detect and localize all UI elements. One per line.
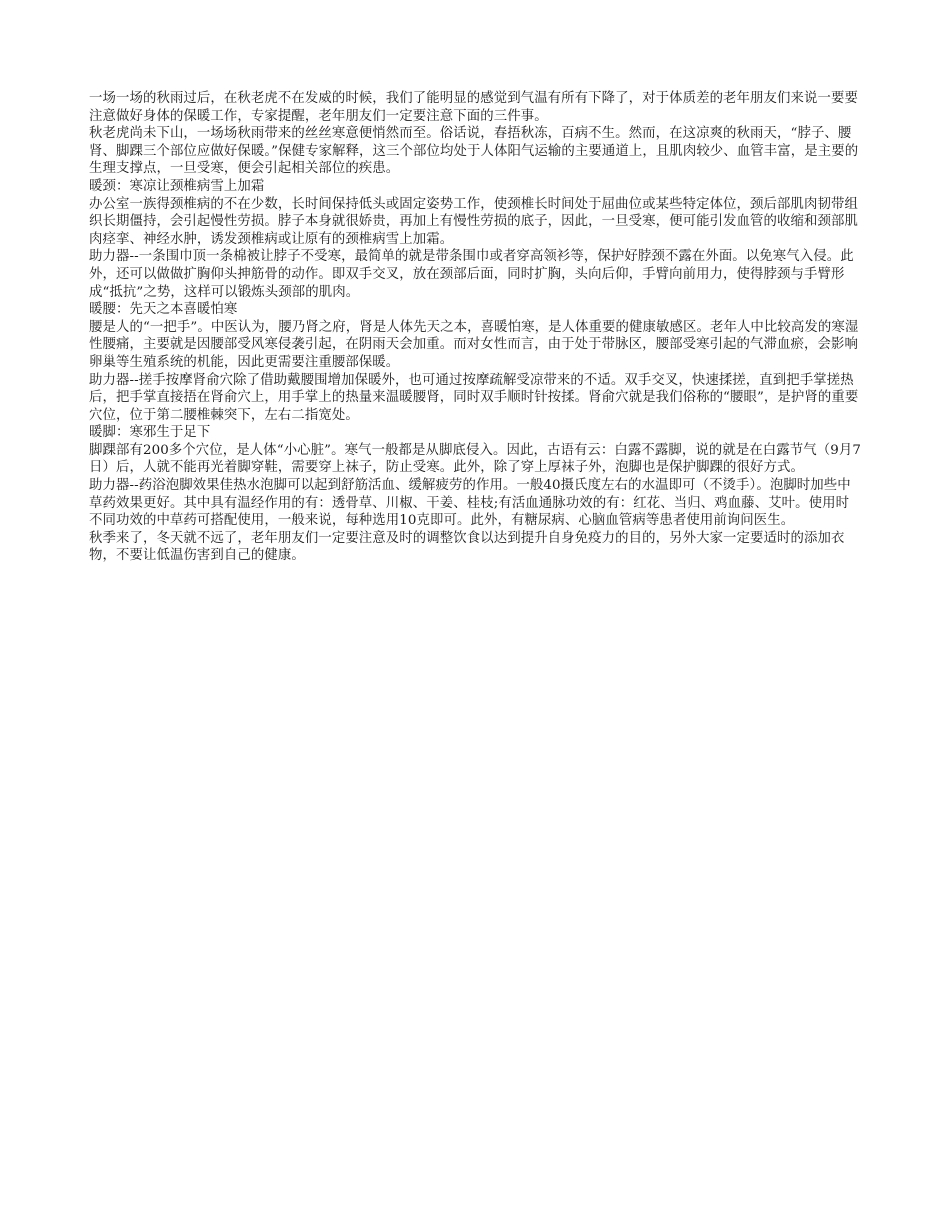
intro-paragraph: 一场一场的秋雨过后，在秋老虎不在发威的时候，我们了能明显的感觉到气温有所有下降了，对于体质差的老年朋友们来说一要要注意做好身体的保暖工作，专家提醒，老年朋友们一定要注意下面的三件事。 [89,91,858,124]
waist-tip-paragraph: 助力器--搓手按摩肾俞穴除了借助戴腰围增加保暖外，也可通过按摩疏解受凉带来的不适。双手交叉，快速揉搓，直到把手掌搓热后，把手掌直接捂在肾俞穴上，用手掌上的热量来温暖腰肾，同时双手顺时针按揉。肾俞穴就是我们俗称的“腰眼”，是护肾的重要穴位，位于第二腰椎棘突下，左右二指宽处。 [89,372,859,423]
neck-tip-paragraph: 助力器--一条围巾顶一条棉被让脖子不受寒，最简单的就是带条围巾或者穿高领衫等，保护好脖颈不露在外面。以免寒气入侵。此外，还可以做做扩胸仰头抻筋骨的动作。即双手交叉，放在颈部后面，同时扩胸，头向后仰，手臂向前用力，使得脖颈与手臂形成“抵抗”之势，这样可以锻炼头颈部的肌肉。 [89,249,854,300]
feet-paragraph: 脚踝部有200多个穴位，是人体“小心脏”。寒气一般都是从脚底侵入。因此，古语有云：白露不露脚，说的就是在白露节气（9月7日）后，人就不能再光着脚穿鞋，需要穿上袜子，防止受寒。此外，除了穿上厚袜子外，泡脚也是保护脚踝的很好方式。 [89,442,861,476]
neck-paragraph: 办公室一族得颈椎病的不在少数，长时间保持低头或固定姿势工作，使颈椎长时间处于屈曲位或某些特定体位，颈后部肌肉韧带组织长期僵持，会引起慢性劳损。脖子本身就很娇贵，再加上有慢性劳损的底子，因此，一旦受寒，便可能引发血管的收缩和颈部肌肉痉挛、神经水肿，诱发颈椎病或让原有的颈椎病雪上加霜。 [89,196,858,247]
section-heading-waist: 暖腰：先天之本喜暖怕寒 [89,302,238,318]
feet-tip-paragraph: 助力器--药浴泡脚效果佳热水泡脚可以起到舒筋活血、缓解疲劳的作用。一般40摄氏度左右的水温即可（不烫手）。泡脚时加些中草药效果更好。其中具有温经作用的有：透骨草、川椒、干姜、桂枝;有活血通脉功效的有：红花、当归、鸡血藤、艾叶。使用时不同功效的中草药可搭配使用，一般来说，每种选用10克即可。此外，有糖尿病、心脑血管病等患者使用前询问医生。 [89,478,851,529]
closing-paragraph: 秋季来了，冬天就不远了，老年朋友们一定要注意及时的调整饮食以达到提升自身免疫力的目的，另外大家一定要适时的添加衣物，不要让低温伤害到自己的健康。 [89,530,845,564]
article-body [89,90,861,565]
section-heading-neck: 暖颈：寒凉让颈椎病雪上加霜 [89,178,265,194]
waist-paragraph: 腰是人的“一把手”。中医认为，腰乃肾之府，肾是人体先天之本，喜暖怕寒，是人体重要的健康敏感区。老年人中比较高发的寒湿性腰痛，主要就是因腰部受风寒侵袭引起，在阴雨天会加重。而对女性而言，由于处于带脉区，腰部受寒引起的气滞血瘀，会影响卵巢等生殖系统的机能，因此更需要注重腰部保暖。 [89,319,859,370]
section-heading-feet: 暖脚：寒邪生于足下 [89,425,211,441]
overview-paragraph: 秋老虎尚未下山，一场场秋雨带来的丝丝寒意便悄然而至。俗话说，春捂秋冻，百病不生。然而，在这凉爽的秋雨天，“脖子、腰肾、脚踝三个部位应做好保暖。”保健专家解释，这三个部位均处于人体阳气运输的主要通道上，且肌肉较少、血管丰富，是主要的生理支撑点，一旦受寒，便会引起相关部位的疾患。 [89,126,859,177]
